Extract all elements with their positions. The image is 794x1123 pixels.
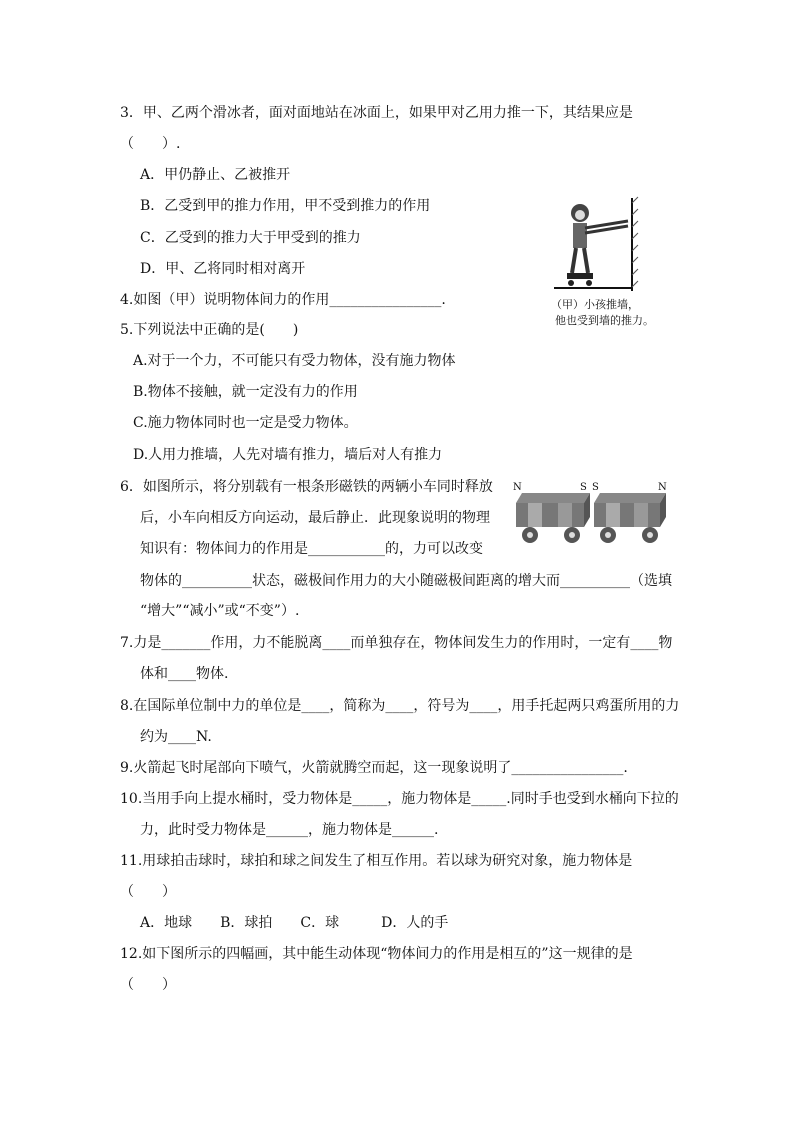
q12-line1: 12.如下图所示的四幅画，其中能生动体现“物体间力的作用是相互的”这一规律的是 — [120, 946, 633, 962]
q6-line4: 物体的__________状态，磁极间作用力的大小随磁极间距离的增大而__________（选填 — [140, 573, 672, 589]
q3-option-b: B．乙受到甲的推力作用，甲不受到推力的作用 — [140, 198, 431, 214]
q12-paren: （ ） — [120, 977, 176, 993]
q7-line2: 体和____物体. — [140, 666, 229, 682]
q3-option-a: A．甲仍静止、乙被推开 — [140, 167, 291, 183]
figure-caption-line2: 他也受到墙的推力。 — [555, 314, 654, 327]
figure-magnet-carts — [510, 483, 670, 555]
magnet-label-n-right: N — [658, 482, 667, 493]
q4-stem: 4.如图（甲）说明物体间力的作用________________. — [120, 292, 446, 308]
q3-paren: （ ）. — [120, 136, 181, 152]
q5-option-a: A.对于一个力，不可能只有受力物体，没有施力物体 — [133, 353, 456, 369]
figure-caption-line1: （甲）小孩推墙， — [551, 298, 639, 311]
q6-line3: 知识有：物体间力的作用是___________的，力可以改变 — [140, 541, 483, 557]
q3-stem: 3．甲、乙两个滑冰者，面对面地站在冰面上，如果甲对乙用力推一下，其结果应是 — [120, 105, 633, 121]
q11-paren: （ ） — [120, 884, 176, 900]
q6-line5: “增大”“减小”或“不变”）. — [140, 603, 300, 619]
q3-option-d: D．甲、乙将同时相对离开 — [140, 261, 306, 277]
q9-line1: 9.火箭起飞时尾部向下喷气，火箭就腾空而起，这一现象说明了________________. — [120, 760, 628, 776]
q5-option-b: B.物体不接触，就一定没有力的作用 — [133, 384, 358, 400]
q5-option-c: C.施力物体同时也一定是受力物体。 — [133, 415, 358, 431]
magnet-label-n-left: N — [513, 482, 522, 493]
q8-line1: 8.在国际单位制中力的单位是____，简称为____，符号为____，用手托起两只鸡蛋所用的力 — [120, 698, 680, 714]
q10-line1: 10.当用手向上提水桶时，受力物体是_____，施力物体是_____.同时手也受到水桶向下拉的 — [120, 791, 679, 807]
q7-line1: 7.力是_______作用，力不能脱离____而单独存在，物体间发生力的作用时，一定有____物 — [120, 635, 673, 651]
q5-stem: 5.下列说法中正确的是( ) — [120, 322, 299, 338]
q5-option-d: D.人用力推墙，人先对墙有推力，墙后对人有推力 — [133, 447, 443, 463]
q11-line1: 11.用球拍击球时，球拍和球之间发生了相互作用。若以球为研究对象，施力物体是 — [120, 853, 633, 869]
q8-line2: 约为____N. — [140, 729, 212, 745]
magnet-label-s-right: S — [592, 482, 599, 493]
q6-line2: 后，小车向相反方向运动，最后静止．此现象说明的物理 — [140, 510, 490, 526]
magnet-label-s-left: S — [580, 482, 587, 493]
q6-line1: 6．如图所示，将分别载有一根条形磁铁的两辆小车同时释放 — [120, 479, 493, 495]
q3-option-c: C．乙受到的推力大于甲受到的推力 — [140, 230, 361, 246]
q10-line2: 力，此时受力物体是______，施力物体是______. — [140, 822, 439, 838]
q11-options: A．地球 B．球拍 C．球 D．人的手 — [140, 915, 449, 931]
